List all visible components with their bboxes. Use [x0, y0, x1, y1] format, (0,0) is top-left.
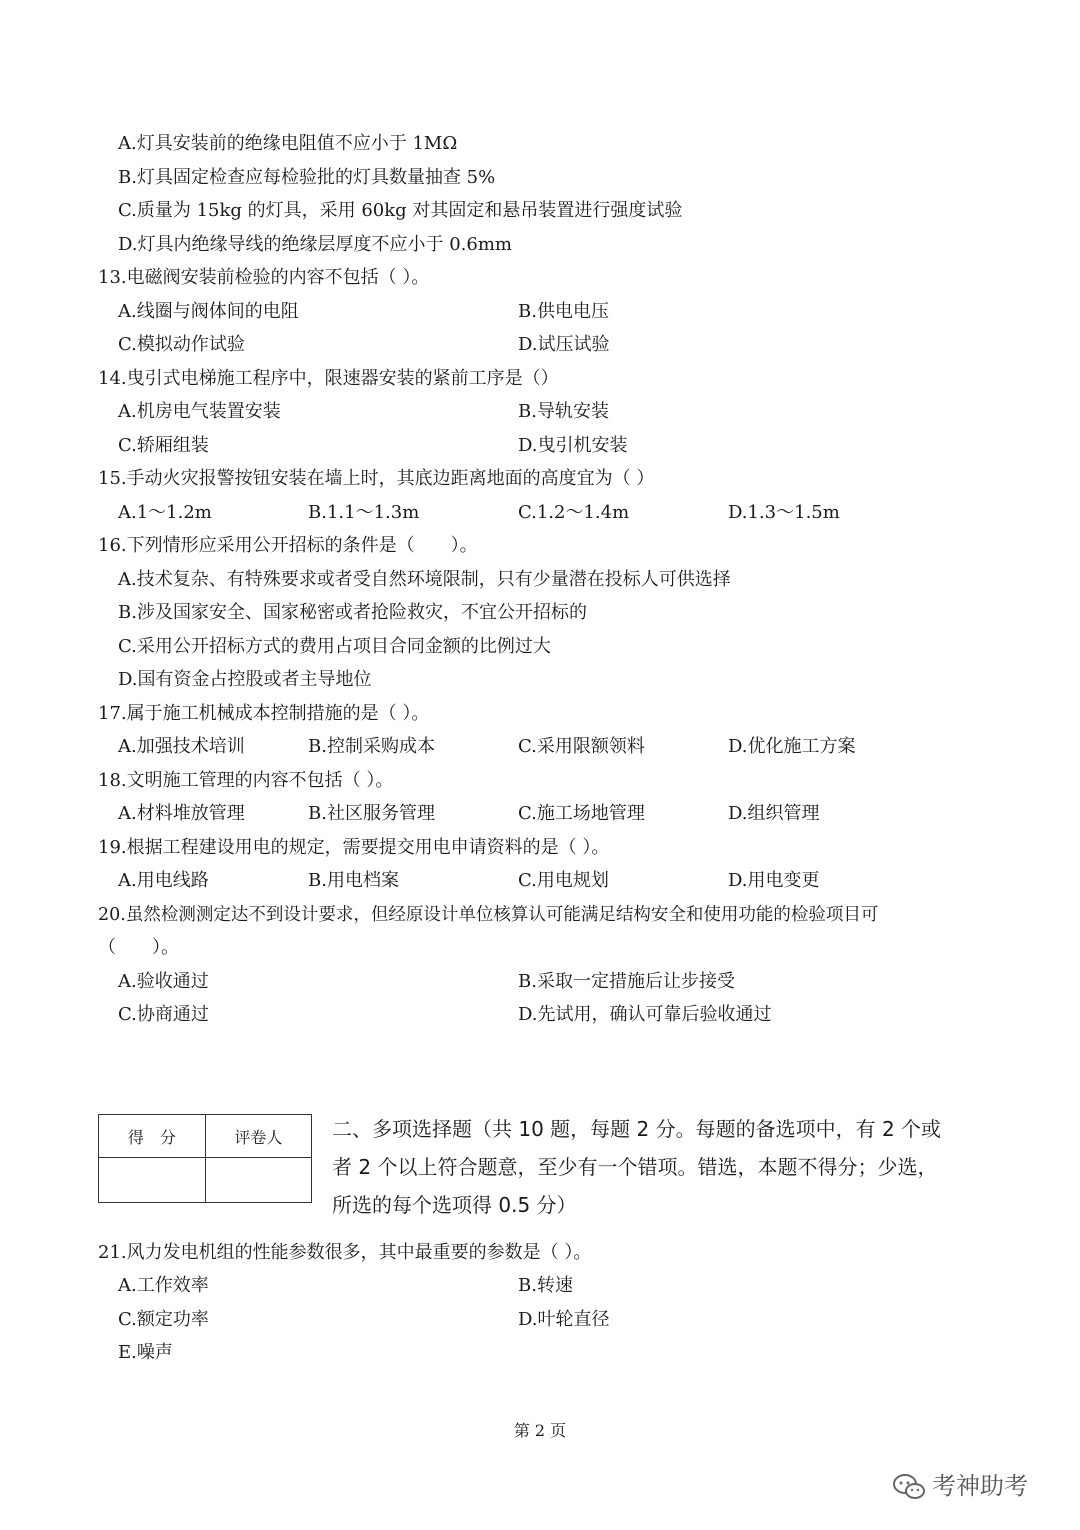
q12-option-b: B.灯具固定检查应每检验批的灯具数量抽查 5%: [118, 167, 496, 188]
q20-option-c: C.协商通过: [118, 1004, 209, 1025]
q14-option-b: B.导轨安装: [518, 401, 609, 422]
q19-option-a: A.用电线路: [118, 870, 209, 891]
q16-stem: 16.下列情形应采用公开招标的条件是（ ）。: [98, 535, 478, 556]
q17-option-d: D.优化施工方案: [728, 736, 856, 757]
q12-option-d: D.灯具内绝缘导线的绝缘层厚度不应小于 0.6mm: [118, 234, 512, 255]
q19-stem: 19.根据工程建设用电的规定，需要提交用电申请资料的是（ ）。: [98, 837, 610, 858]
q21-option-d: D.叶轮直径: [518, 1309, 610, 1330]
q12-option-a: A.灯具安装前的绝缘电阻值不应小于 1MΩ: [118, 133, 458, 154]
q15-option-b: B.1.1～1.3m: [308, 502, 420, 523]
q16-option-a: A.技术复杂、有特殊要求或者受自然环境限制，只有少量潜在投标人可供选择: [118, 569, 731, 590]
q20-stem-line1: 20.虽然检测测定达不到设计要求，但经原设计单位核算认可能满足结构安全和使用功能的检验项目可: [98, 905, 879, 925]
score-cell: [99, 1158, 206, 1203]
q13-option-d: D.试压试验: [518, 334, 610, 355]
q18-stem: 18.文明施工管理的内容不包括（ ）。: [98, 770, 394, 791]
section2-heading-line2: 者 2 个以上符合题意，至少有一个错项。错选，本题不得分；少选，: [332, 1155, 938, 1179]
q14-stem: 14.曳引式电梯施工程序中，限速器安装的紧前工序是（）: [98, 368, 559, 389]
q17-option-c: C.采用限额领料: [518, 736, 645, 757]
grader-cell: [205, 1158, 311, 1203]
q18-option-c: C.施工场地管理: [518, 803, 645, 824]
q16-option-b: B.涉及国家安全、国家秘密或者抢险救灾，不宜公开招标的: [118, 602, 587, 623]
q14-option-a: A.机房电气装置安装: [118, 401, 281, 422]
grader-header: 评卷人: [205, 1115, 311, 1158]
q20-option-a: A.验收通过: [118, 971, 209, 992]
q12-option-c: C.质量为 15kg 的灯具，采用 60kg 对其固定和悬吊装置进行强度试验: [118, 200, 683, 221]
q16-option-d: D.国有资金占控股或者主导地位: [118, 669, 372, 690]
q15-option-d: D.1.3～1.5m: [728, 502, 840, 523]
q13-option-a: A.线圈与阀体间的电阻: [118, 301, 299, 322]
q13-option-b: B.供电电压: [518, 301, 609, 322]
q18-option-b: B.社区服务管理: [308, 803, 435, 824]
q21-option-b: B.转速: [518, 1275, 573, 1296]
q16-option-c: C.采用公开招标方式的费用占项目合同金额的比例过大: [118, 636, 551, 657]
q13-option-c: C.模拟动作试验: [118, 334, 245, 355]
q14-option-c: C.轿厢组装: [118, 435, 209, 456]
q21-stem: 21.风力发电机组的性能参数很多，其中最重要的参数是（ ）。: [98, 1242, 592, 1263]
q19-option-b: B.用电档案: [308, 870, 399, 891]
q15-option-c: C.1.2～1.4m: [518, 502, 630, 523]
q20-option-b: B.采取一定措施后让步接受: [518, 971, 735, 992]
watermark: [892, 1466, 1028, 1501]
q20-stem-line2: （ ）。: [98, 937, 179, 958]
q20-option-d: D.先试用，确认可靠后验收通过: [518, 1004, 772, 1025]
score-header: 得 分: [99, 1115, 206, 1158]
q21-option-c: C.额定功率: [118, 1309, 209, 1330]
watermark-text: 考神助考: [932, 1472, 1028, 1500]
q17-option-b: B.控制采购成本: [308, 736, 435, 757]
q21-option-e: E.噪声: [118, 1342, 173, 1363]
q17-option-a: A.加强技术培训: [118, 736, 245, 757]
score-table: [98, 1114, 312, 1203]
q15-stem: 15.手动火灾报警按钮安装在墙上时，其底边距离地面的高度宜为（ ）: [98, 468, 655, 489]
q18-option-d: D.组织管理: [728, 803, 820, 824]
q19-option-d: D.用电变更: [728, 870, 820, 891]
wechat-icon: [892, 1473, 926, 1501]
section2-heading-line3: 所选的每个选项得 0.5 分）: [332, 1193, 577, 1217]
q17-stem: 17.属于施工机械成本控制措施的是（ ）。: [98, 703, 430, 724]
q18-option-a: A.材料堆放管理: [118, 803, 245, 824]
page-number: 第 2 页: [513, 1421, 567, 1440]
q19-option-c: C.用电规划: [518, 870, 609, 891]
q13-stem: 13.电磁阀安装前检验的内容不包括（ ）。: [98, 267, 430, 288]
q15-option-a: A.1～1.2m: [118, 502, 212, 523]
q14-option-d: D.曳引机安装: [518, 435, 628, 456]
section2-heading-line1: 二、多项选择题（共 10 题，每题 2 分。每题的备选项中，有 2 个或: [332, 1117, 942, 1141]
q21-option-a: A.工作效率: [118, 1275, 209, 1296]
